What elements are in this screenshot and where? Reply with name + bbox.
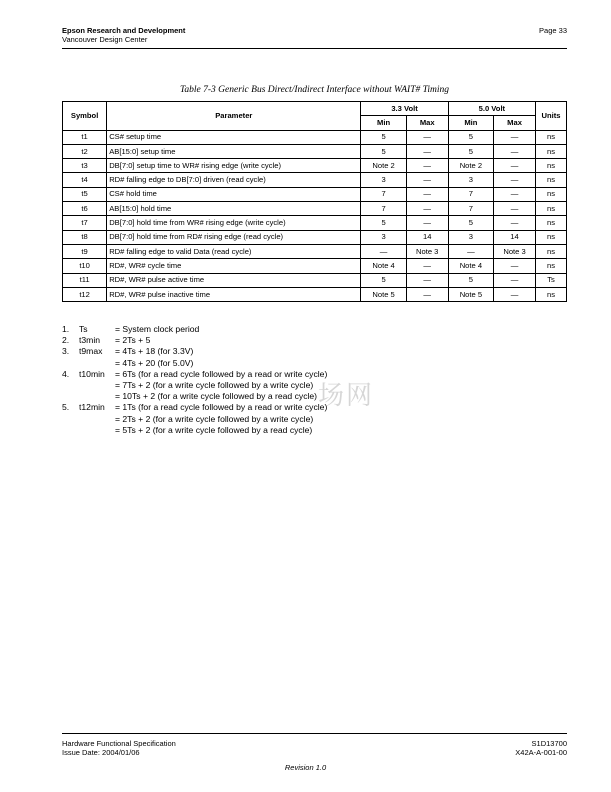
document-title: Hardware Functional Specification (62, 739, 176, 748)
v50-max-cell: — (494, 144, 536, 158)
note-number (62, 391, 79, 402)
units-cell: ns (536, 130, 567, 144)
table-caption: Table 7-3 Generic Bus Direct/Indirect Interface without WAIT# Timing (180, 85, 449, 95)
v33-min-cell: Note 2 (361, 159, 406, 173)
table-row (63, 202, 567, 216)
v33-max-cell: — (406, 273, 448, 287)
v50-min-cell: Note 5 (448, 287, 493, 301)
v50-min-cell: 3 (448, 230, 493, 244)
v33-min-cell: 7 (361, 187, 406, 201)
v33-header: 3.3 Volt (361, 102, 448, 116)
note-symbol: t12min (79, 402, 105, 413)
note-line (62, 391, 327, 402)
note-symbol: t10min (79, 368, 105, 379)
v33-min-cell: 7 (361, 202, 406, 216)
parameter-cell: DB[7:0] hold time from WR# rising edge (write cycle) (107, 216, 361, 230)
symbol-header: Symbol (63, 102, 107, 131)
units-cell: ns (536, 159, 567, 173)
note-number (62, 380, 79, 391)
v50-max-cell: — (494, 202, 536, 216)
units-cell: ns (536, 187, 567, 201)
note-number: 1. (62, 324, 70, 334)
table-row (63, 144, 567, 158)
v50-max-cell: 14 (494, 230, 536, 244)
note-symbol (79, 391, 115, 402)
units-cell: Ts (536, 273, 567, 287)
page-number: Page 33 (539, 26, 567, 35)
v50-min-cell: Note 4 (448, 259, 493, 273)
v50-max-cell: — (494, 287, 536, 301)
document-number: X42A-A-001-00 (515, 748, 567, 757)
revision-label: Revision 1.0 (284, 763, 327, 772)
table-row (63, 159, 567, 173)
table-row (63, 230, 567, 244)
v50-max-cell: — (494, 259, 536, 273)
note-definition: = 4Ts + 18 (for 3.3V) (115, 346, 194, 357)
parameter-cell: AB[15:0] setup time (107, 144, 361, 158)
v50-max-cell: — (494, 159, 536, 173)
note-symbol (79, 380, 115, 391)
note-definition: = System clock period (115, 324, 200, 334)
v33-max-cell: — (406, 130, 448, 144)
note-number: 3. (62, 346, 70, 357)
parameter-cell: CS# hold time (107, 187, 361, 201)
v33-min-header: Min (361, 116, 406, 130)
units-cell: ns (536, 287, 567, 301)
units-cell: ns (536, 244, 567, 258)
v50-max-cell: Note 3 (494, 244, 536, 258)
note-number: 4. (62, 368, 70, 379)
v50-header: 5.0 Volt (448, 102, 535, 116)
header-rule (62, 48, 567, 49)
parameter-cell: RD# falling edge to DB[7:0] driven (read cycle) (107, 173, 361, 187)
note-line (62, 358, 327, 369)
note-definition: = 5Ts + 2 (for a write cycle followed by a read cycle) (115, 424, 313, 435)
units-cell: ns (536, 259, 567, 273)
part-number: S1D13700 (531, 739, 567, 748)
v50-min-cell: 3 (448, 173, 493, 187)
v33-min-cell: Note 5 (361, 287, 406, 301)
v33-min-cell: 3 (361, 173, 406, 187)
table-row (63, 287, 567, 301)
v33-max-cell: — (406, 173, 448, 187)
v33-min-cell: 3 (361, 230, 406, 244)
note-definition: = 10Ts + 2 (for a write cycle followed by a read cycle) (115, 391, 318, 402)
company-name: Epson Research and Development (62, 26, 186, 35)
symbol-cell: t3 (63, 159, 107, 173)
v33-min-cell: 5 (361, 130, 406, 144)
footer-rule (62, 733, 567, 734)
table-row (63, 130, 567, 144)
page-header-left (62, 26, 185, 44)
parameter-cell: RD# falling edge to valid Data (read cycle) (107, 244, 361, 258)
note-line (62, 369, 327, 380)
symbol-cell: t7 (63, 216, 107, 230)
table-row (63, 273, 567, 287)
units-cell: ns (536, 144, 567, 158)
v33-min-cell: — (361, 244, 406, 258)
v50-min-header: Min (448, 116, 493, 130)
note-number: 5. (62, 402, 70, 413)
table-row (63, 187, 567, 201)
symbol-cell: t10 (63, 259, 107, 273)
v50-min-cell: 5 (448, 130, 493, 144)
symbol-cell: t5 (63, 187, 107, 201)
note-definition: = 1Ts (for a read cycle followed by a read or write cycle) (115, 402, 328, 413)
note-definition: = 7Ts + 2 (for a write cycle followed by a write cycle) (115, 380, 314, 391)
note-symbol: t3min (79, 335, 101, 346)
v50-max-cell: — (494, 216, 536, 230)
note-definition: = 6Ts (for a read cycle followed by a read or write cycle) (115, 368, 328, 379)
note-symbol: Ts (79, 324, 88, 334)
symbol-cell: t6 (63, 202, 107, 216)
page-footer-right (515, 739, 567, 757)
note-line (62, 425, 327, 436)
timing-table-body (63, 130, 567, 302)
note-line (62, 402, 327, 413)
v33-max-cell: — (406, 259, 448, 273)
units-cell: ns (536, 216, 567, 230)
note-number (62, 425, 79, 436)
v33-max-cell: — (406, 216, 448, 230)
symbol-cell: t8 (63, 230, 107, 244)
v33-min-cell: 5 (361, 216, 406, 230)
v50-min-cell: Note 2 (448, 159, 493, 173)
table-row (63, 216, 567, 230)
v50-max-cell: — (494, 273, 536, 287)
v50-min-cell: 7 (448, 202, 493, 216)
v50-min-cell: — (448, 244, 493, 258)
parameter-cell: DB[7:0] hold time from RD# rising edge (read cycle) (107, 230, 361, 244)
note-symbol (79, 414, 115, 425)
symbol-cell: t2 (63, 144, 107, 158)
v33-min-cell: 5 (361, 144, 406, 158)
note-line (62, 324, 327, 335)
parameter-cell: AB[15:0] hold time (107, 202, 361, 216)
parameter-cell: DB[7:0] setup time to WR# rising edge (write cycle) (107, 159, 361, 173)
units-header: Units (536, 102, 567, 131)
v33-max-cell: — (406, 202, 448, 216)
v33-max-cell: Note 3 (406, 244, 448, 258)
v50-max-cell: — (494, 187, 536, 201)
v33-max-header: Max (406, 116, 448, 130)
design-center: Vancouver Design Center (62, 35, 148, 44)
parameter-cell: RD#, WR# pulse inactive time (107, 287, 361, 301)
v50-min-cell: 7 (448, 187, 493, 201)
parameter-header: Parameter (107, 102, 361, 131)
note-number (62, 358, 79, 369)
issue-date: Issue Date: 2004/01/06 (62, 748, 140, 757)
v33-max-cell: — (406, 159, 448, 173)
note-definition: = 4Ts + 20 (for 5.0V) (115, 357, 194, 368)
v50-max-cell: — (494, 130, 536, 144)
timing-table (62, 101, 567, 302)
v33-max-cell: — (406, 287, 448, 301)
note-line (62, 380, 327, 391)
note-symbol: t9max (79, 346, 103, 357)
notes-list (62, 324, 327, 436)
symbol-cell: t11 (63, 273, 107, 287)
note-line (62, 414, 327, 425)
symbol-cell: t4 (63, 173, 107, 187)
v33-max-cell: 14 (406, 230, 448, 244)
units-cell: ns (536, 173, 567, 187)
table-row (63, 173, 567, 187)
v50-min-cell: 5 (448, 144, 493, 158)
note-line (62, 335, 327, 346)
v33-max-cell: — (406, 144, 448, 158)
v33-min-cell: 5 (361, 273, 406, 287)
units-cell: ns (536, 202, 567, 216)
watermark: 场网 (318, 381, 375, 411)
v33-min-cell: Note 4 (361, 259, 406, 273)
symbol-cell: t9 (63, 244, 107, 258)
symbol-cell: t1 (63, 130, 107, 144)
parameter-cell: RD#, WR# pulse active time (107, 273, 361, 287)
v50-max-cell: — (494, 173, 536, 187)
parameter-cell: RD#, WR# cycle time (107, 259, 361, 273)
note-line (62, 346, 327, 357)
v50-max-header: Max (494, 116, 536, 130)
note-definition: = 2Ts + 2 (for a write cycle followed by a write cycle) (115, 413, 314, 424)
note-definition: = 2Ts + 5 (115, 335, 151, 346)
page-footer-left (62, 739, 176, 757)
table-row (63, 259, 567, 273)
note-number: 2. (62, 335, 70, 346)
v50-min-cell: 5 (448, 216, 493, 230)
symbol-cell: t12 (63, 287, 107, 301)
v33-max-cell: — (406, 187, 448, 201)
v50-min-cell: 5 (448, 273, 493, 287)
note-symbol (79, 358, 115, 369)
parameter-cell: CS# setup time (107, 130, 361, 144)
note-number (62, 414, 79, 425)
units-cell: ns (536, 230, 567, 244)
note-symbol (79, 425, 115, 436)
table-row (63, 244, 567, 258)
